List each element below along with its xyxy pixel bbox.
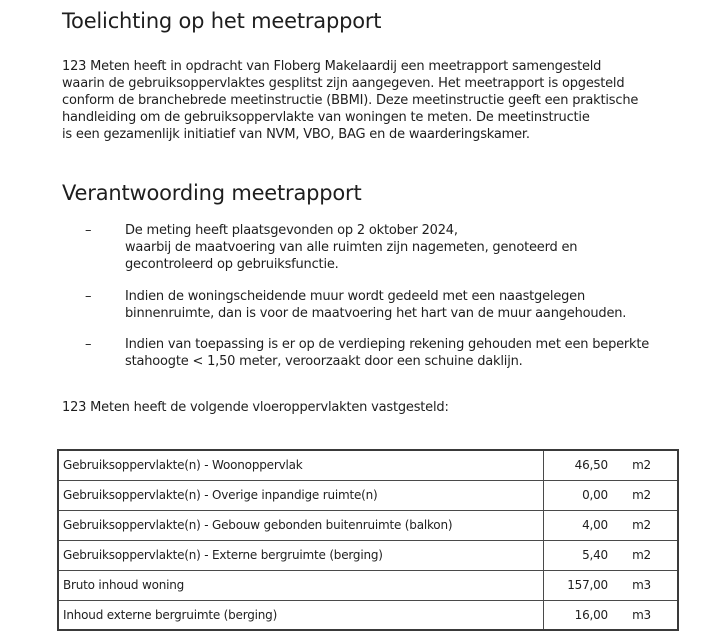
area-value: 16,00 (574, 607, 608, 622)
area-label: Gebruiksoppervlakte(n) - Overige inpandige ruimte(n) (58, 480, 543, 510)
bullet-line: binnenruimte, dan is voor de maatvoering het hart van de muur aangehouden. (125, 306, 627, 321)
intro-line: is een gezamenlijk initiatief van NVM, VBO, BAG en de waarderingskamer. (62, 127, 530, 142)
bullet-line: Indien de woningscheidende muur wordt gedeeld met een naastgelegen (125, 289, 586, 304)
bullet-line: gecontroleerd op gebruiksfunctie. (125, 257, 339, 272)
intro-line: waarin de gebruiksoppervlaktes gesplitst zijn aangegeven. Het meetrapport is opgesteld (62, 76, 625, 91)
area-unit: m2 (632, 518, 651, 532)
table-intro-text: 123 Meten heeft de volgende vloeroppervlakten vastgesteld: (62, 400, 449, 415)
area-value-cell (543, 540, 678, 570)
area-unit: m2 (632, 458, 651, 473)
bullet-text (125, 336, 649, 370)
area-value-cell (543, 480, 678, 510)
floor-area-table (57, 449, 679, 631)
area-value-cell (543, 570, 678, 600)
table-row (58, 480, 678, 510)
bullet-dash: – (85, 337, 92, 352)
area-value: 0,00 (582, 488, 608, 502)
bullet-item-measurement-date (85, 222, 577, 273)
bullet-line: Indien van toepassing is er op de verdieping rekening gehouden met een beperkte (125, 337, 650, 352)
bullet-dash: – (85, 289, 92, 304)
area-value: 46,50 (574, 458, 608, 473)
bullet-dash: – (85, 223, 92, 238)
bullet-line: stahoogte < 1,50 meter, veroorzaakt door een schuine daklijn. (125, 354, 523, 369)
intro-paragraph (62, 58, 638, 143)
table-row (58, 540, 678, 570)
area-value: 157,00 (567, 578, 608, 592)
area-label: Gebruiksoppervlakte(n) - Externe bergruimte (berging) (58, 540, 543, 570)
table-row (58, 450, 678, 480)
intro-line: 123 Meten heeft in opdracht van Floberg Makelaardij een meetrapport samengesteld (62, 59, 602, 74)
area-unit: m3 (632, 578, 651, 592)
area-value-cell (543, 600, 678, 630)
intro-line: handleiding om de gebruiksoppervlakte van woningen te meten. De meetinstructie (62, 110, 590, 125)
bullet-line: waarbij de maatvoering van alle ruimten zijn nagemeten, genoteerd en (125, 240, 578, 255)
bullet-item-shared-wall (85, 288, 626, 322)
area-unit: m3 (632, 607, 651, 622)
area-label: Gebruiksoppervlakte(n) - Gebouw gebonden buitenruimte (balkon) (58, 510, 543, 540)
table-row (58, 510, 678, 540)
bullet-item-limited-height (85, 336, 649, 370)
area-unit: m2 (632, 548, 651, 562)
bullet-text (125, 222, 577, 273)
bullet-text (125, 288, 626, 322)
area-label: Gebruiksoppervlakte(n) - Woonoppervlak (58, 450, 543, 480)
bullet-line: De meting heeft plaatsgevonden op 2 oktober 2024, (125, 223, 458, 238)
section-title-verantwoording: Verantwoording meetrapport (62, 181, 362, 205)
area-value: 5,40 (582, 548, 608, 562)
area-value-cell (543, 510, 678, 540)
area-label: Inhoud externe bergruimte (berging) (58, 600, 543, 630)
intro-line: conform de branchebrede meetinstructie (BBMI). Deze meetinstructie geeft een praktische (62, 93, 639, 108)
area-value-cell (543, 450, 678, 480)
area-value: 4,00 (582, 518, 608, 532)
area-label: Bruto inhoud woning (58, 570, 543, 600)
page-title: Toelichting op het meetrapport (62, 9, 382, 33)
area-unit: m2 (632, 488, 651, 502)
table-row (58, 600, 678, 630)
table-row (58, 570, 678, 600)
